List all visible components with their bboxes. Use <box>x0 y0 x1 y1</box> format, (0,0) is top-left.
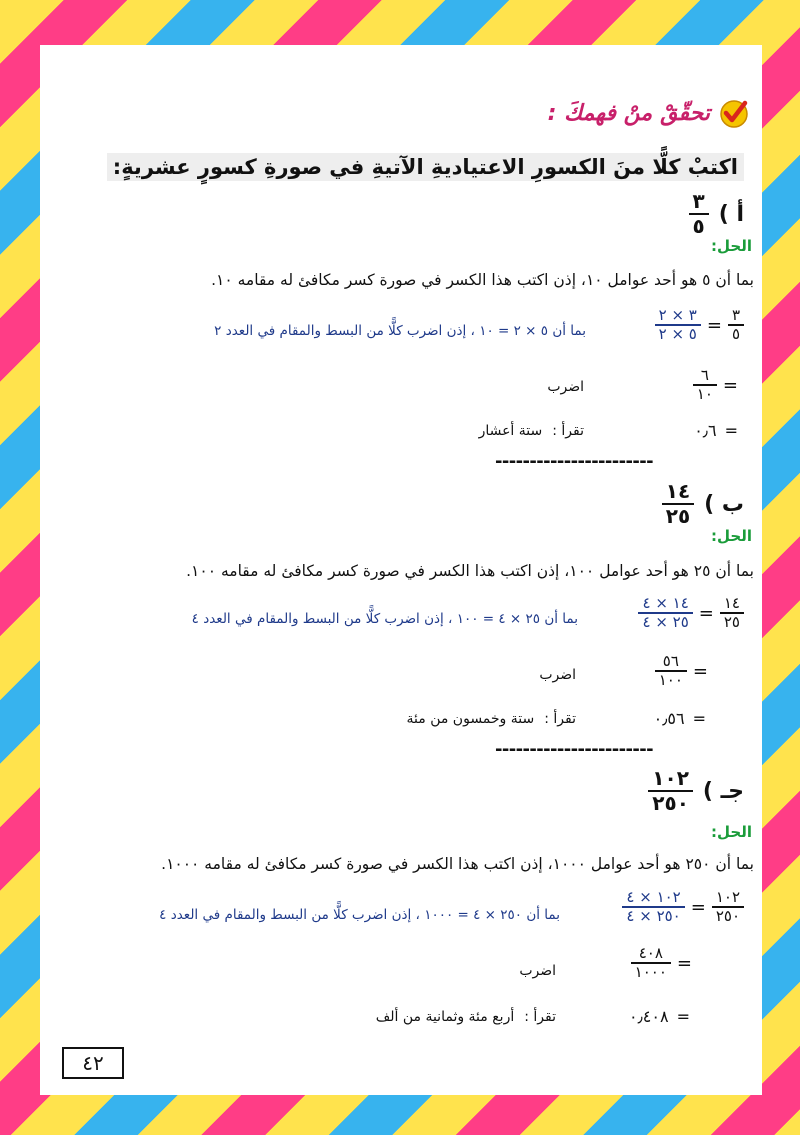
result-value: ٠٫٥٦ <box>653 709 685 728</box>
part-c-note: بما أن ٢٥٠ × ٤ = ١٠٠٠ ، إذن اضرب كلًّا من البسط والمقام في العدد ٤ <box>159 907 560 923</box>
part-a-heading <box>689 190 744 238</box>
fraction-denominator: ٢٥٠ × ٤ <box>626 907 681 926</box>
read-label: تقرأ : <box>552 423 584 439</box>
read-text: ستة وخمسون من مئة <box>406 711 535 727</box>
part-a-label: أ ) <box>718 201 744 227</box>
part-a-fraction <box>689 190 709 238</box>
part-b-label: ب ) <box>704 491 744 517</box>
part-a-step2 <box>693 367 738 404</box>
fraction-numerator: ١٠٢ <box>652 766 689 790</box>
fraction-denominator: ١٠٠٠ <box>634 963 667 982</box>
step1-blue-fraction <box>655 307 701 344</box>
fraction-denominator: ٥ <box>692 214 705 238</box>
part-a-note: بما أن ٥ × ٢ = ١٠ ، إذن اضرب كلًّا من البسط والمقام في العدد ٢ <box>214 323 586 339</box>
part-b-fraction <box>662 480 694 528</box>
part-c-step1 <box>622 889 744 926</box>
multiply-label: اضرب <box>547 379 584 395</box>
part-b-step1 <box>638 595 744 632</box>
fraction-numerator: ٥٦ <box>662 652 679 670</box>
verify-subtitle: منْ فهمكَ : <box>547 100 653 126</box>
fraction-denominator: ٥ <box>731 325 740 344</box>
equals-sign: = <box>676 1007 690 1026</box>
part-c-fraction <box>648 767 693 815</box>
checkmark-icon <box>718 97 750 129</box>
part-c-result <box>629 1007 690 1026</box>
part-b-note: بما أن ٢٥ × ٤ = ١٠٠ ، إذن اضرب كلًّا من البسط والمقام في العدد ٤ <box>191 611 578 627</box>
solution-label: الحل: <box>711 237 752 255</box>
fraction-numerator: ١٤ × ٤ <box>642 594 689 612</box>
result-value: ٠٫٤٠٨ <box>629 1007 669 1026</box>
fraction-denominator: ٥ × ٢ <box>658 325 697 344</box>
separator: ----------------------- <box>495 739 654 760</box>
fraction-denominator: ٢٥ <box>723 613 740 632</box>
fraction-numerator: ٣ <box>731 306 740 324</box>
step2-fraction <box>631 945 671 982</box>
equals-sign: = <box>692 709 706 728</box>
fraction-numerator: ١٠٢ × ٤ <box>626 888 681 906</box>
fraction-numerator: ١٤ <box>665 479 691 503</box>
equals-sign: = <box>692 660 708 682</box>
part-c-statement: بما أن ٢٥٠ هو أحد عوامل ١٠٠٠، إذن اكتب هذا الكسر في صورة كسر مكافئ له مقامه ١٠٠٠. <box>161 855 754 873</box>
fraction-numerator: ٤٠٨ <box>638 944 663 962</box>
read-label: تقرأ : <box>544 711 576 727</box>
part-c-label: جـ ) <box>702 778 744 804</box>
part-b-result <box>654 709 706 728</box>
part-b-step2 <box>655 653 708 690</box>
step1-fraction <box>728 307 744 344</box>
fraction-denominator: ٢٥ × ٤ <box>642 613 689 632</box>
multiply-label: اضرب <box>539 667 576 683</box>
equals-sign: = <box>706 314 722 336</box>
worksheet-page <box>40 45 762 1095</box>
part-b-reading <box>407 711 576 727</box>
fraction-denominator: ١٠٠ <box>658 671 683 690</box>
solution-label: الحل: <box>711 527 752 545</box>
fraction-numerator: ١٤ <box>723 594 740 612</box>
step2-fraction <box>693 367 717 404</box>
part-b-statement: بما أن ٢٥ هو أحد عوامل ١٠٠، إذن اكتب هذا الكسر في صورة كسر مكافئ له مقامه ١٠٠. <box>186 562 754 580</box>
part-a-step1 <box>655 307 744 344</box>
fraction-denominator: ٢٥ <box>665 504 691 528</box>
part-a-reading <box>479 423 584 439</box>
part-a-result <box>694 421 738 440</box>
verify-title: تحقّقْ <box>660 100 710 126</box>
step1-blue-fraction <box>622 889 684 926</box>
fraction-numerator: ٣ × ٢ <box>658 306 697 324</box>
fraction-numerator: ١٠٢ <box>715 888 740 906</box>
page-number: ٤٢ <box>62 1047 124 1079</box>
fraction-numerator: ٣ <box>692 189 705 213</box>
solution-label: الحل: <box>711 823 752 841</box>
multiply-label: اضرب <box>519 963 556 979</box>
verify-header <box>548 97 750 129</box>
instruction: اكتبْ كلًّا منَ الكسورِ الاعتياديةِ الآتيةِ في صورةِ كسورٍ عشريةٍ: <box>107 153 744 181</box>
read-text: أربع مئة وثمانية من ألف <box>375 1009 515 1025</box>
result-value: ٠٫٦ <box>694 421 717 440</box>
fraction-denominator: ١٠ <box>696 385 713 404</box>
equals-sign: = <box>676 952 692 974</box>
separator: ----------------------- <box>495 451 654 472</box>
equals-sign: = <box>722 374 738 396</box>
part-c-heading <box>648 767 744 815</box>
equals-sign: = <box>690 896 706 918</box>
part-c-reading <box>376 1009 556 1025</box>
part-b-heading <box>662 480 744 528</box>
step1-fraction <box>720 595 744 632</box>
part-c-step2 <box>631 945 692 982</box>
part-a-statement: بما أن ٥ هو أحد عوامل ١٠، إذن اكتب هذا الكسر في صورة كسر مكافئ له مقامه ١٠. <box>211 271 754 289</box>
step1-blue-fraction <box>638 595 692 632</box>
fraction-denominator: ٢٥٠ <box>652 791 689 815</box>
read-text: ستة أعشار <box>478 423 543 439</box>
read-label: تقرأ : <box>524 1009 556 1025</box>
equals-sign: = <box>698 602 714 624</box>
step1-fraction <box>712 889 744 926</box>
fraction-denominator: ٢٥٠ <box>715 907 740 926</box>
equals-sign: = <box>724 421 738 440</box>
step2-fraction <box>655 653 687 690</box>
fraction-numerator: ٦ <box>700 366 709 384</box>
